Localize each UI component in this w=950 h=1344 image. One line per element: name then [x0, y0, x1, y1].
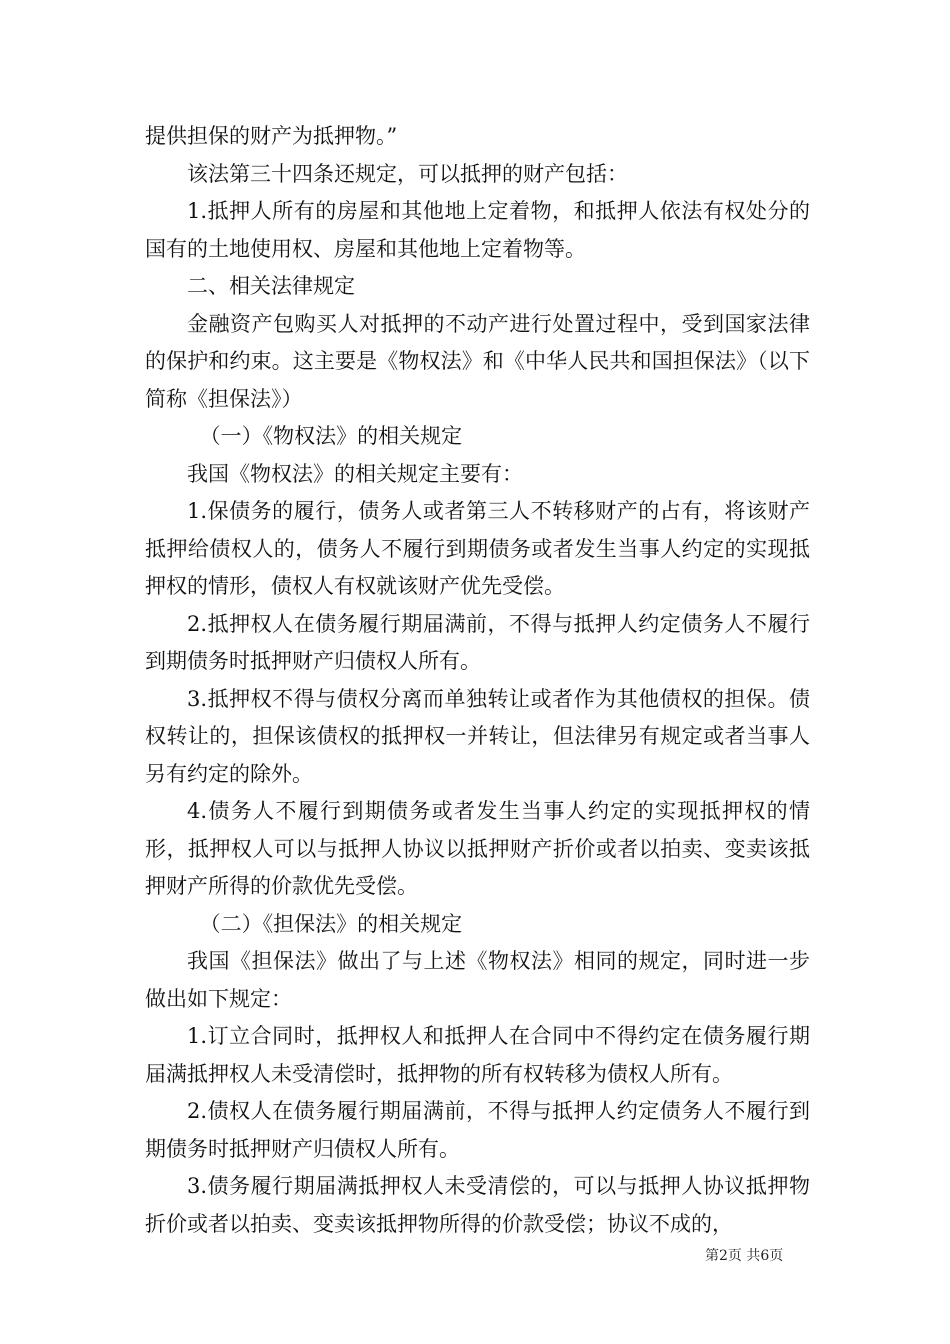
subsection-heading: （一）《物权法》的相关规定 [199, 424, 463, 448]
paragraph: 2.抵押权人在债务履行期届满前，不得与抵押人约定债务人不履行到期债务时抵押财产归债权人所有。 [145, 611, 810, 673]
footer-suffix: 页 [769, 1248, 784, 1264]
paragraph: 金融资产包购买人对抵押的不动产进行处置过程中，受到国家法律的保护和约束。这主要是《物权法》和《中华人民共和国担保法》（以下简称《担保法》） [145, 311, 810, 411]
footer-total-pages: 6 [760, 1248, 770, 1264]
paragraph: 我国《担保法》做出了与上述《物权法》相同的规定，同时进一步做出如下规定： [145, 949, 810, 1011]
page-footer [705, 1245, 783, 1265]
footer-middle: 页 共 [727, 1248, 761, 1264]
paragraph: 该法第三十四条还规定，可以抵押的财产包括： [187, 161, 628, 186]
subsection-heading: （二）《担保法》的相关规定 [199, 911, 463, 936]
paragraph: 1.保债务的履行，债务人或者第三人不转移财产的占有，将该财产抵押给债权人的，债务人不履行到期债务或者发生当事人约定的实现抵押权的情形，债权人有权就该财产优先受偿。 [145, 499, 810, 598]
footer-page-number: 2 [719, 1248, 728, 1264]
paragraph: 4.债务人不履行到期债务或者发生当事人约定的实现抵押权的情形，抵押权人可以与抵押人协议以抵押财产折价或者以拍卖、变卖该抵押财产所得的价款优先受偿。 [145, 799, 810, 898]
paragraph: 1.订立合同时，抵押权人和抵押人在合同中不得约定在债务履行期届满抵押权人未受清偿时，抵押物的所有权转移为债权人所有。 [145, 1024, 810, 1086]
document-body [145, 118, 810, 1243]
section-heading: 二、相关法律规定 [187, 274, 355, 298]
paragraph: 3.债务履行期届满抵押权人未受清偿的，可以与抵押人协议抵押物折价或者以拍卖、变卖该抵押物所得的价款受偿；协议不成的， [145, 1174, 810, 1236]
paragraph-continuation: 提供担保的财产为抵押物。” [145, 124, 398, 148]
paragraph: 我国《物权法》的相关规定主要有： [187, 461, 523, 486]
paragraph: 2.债权人在债务履行期届满前，不得与抵押人约定债务人不履行到期债务时抵押财产归债权人所有。 [145, 1099, 810, 1161]
paragraph: 3.抵押权不得与债权分离而单独转让或者作为其他债权的担保。债权转让的，担保该债权的抵押权一并转让，但法律另有规定或者当事人另有约定的除外。 [145, 686, 810, 786]
paragraph: 1.抵押人所有的房屋和其他地上定着物，和抵押人依法有权处分的国有的土地使用权、房屋和其他地上定着物等。 [145, 199, 810, 261]
footer-prefix: 第 [705, 1248, 719, 1264]
